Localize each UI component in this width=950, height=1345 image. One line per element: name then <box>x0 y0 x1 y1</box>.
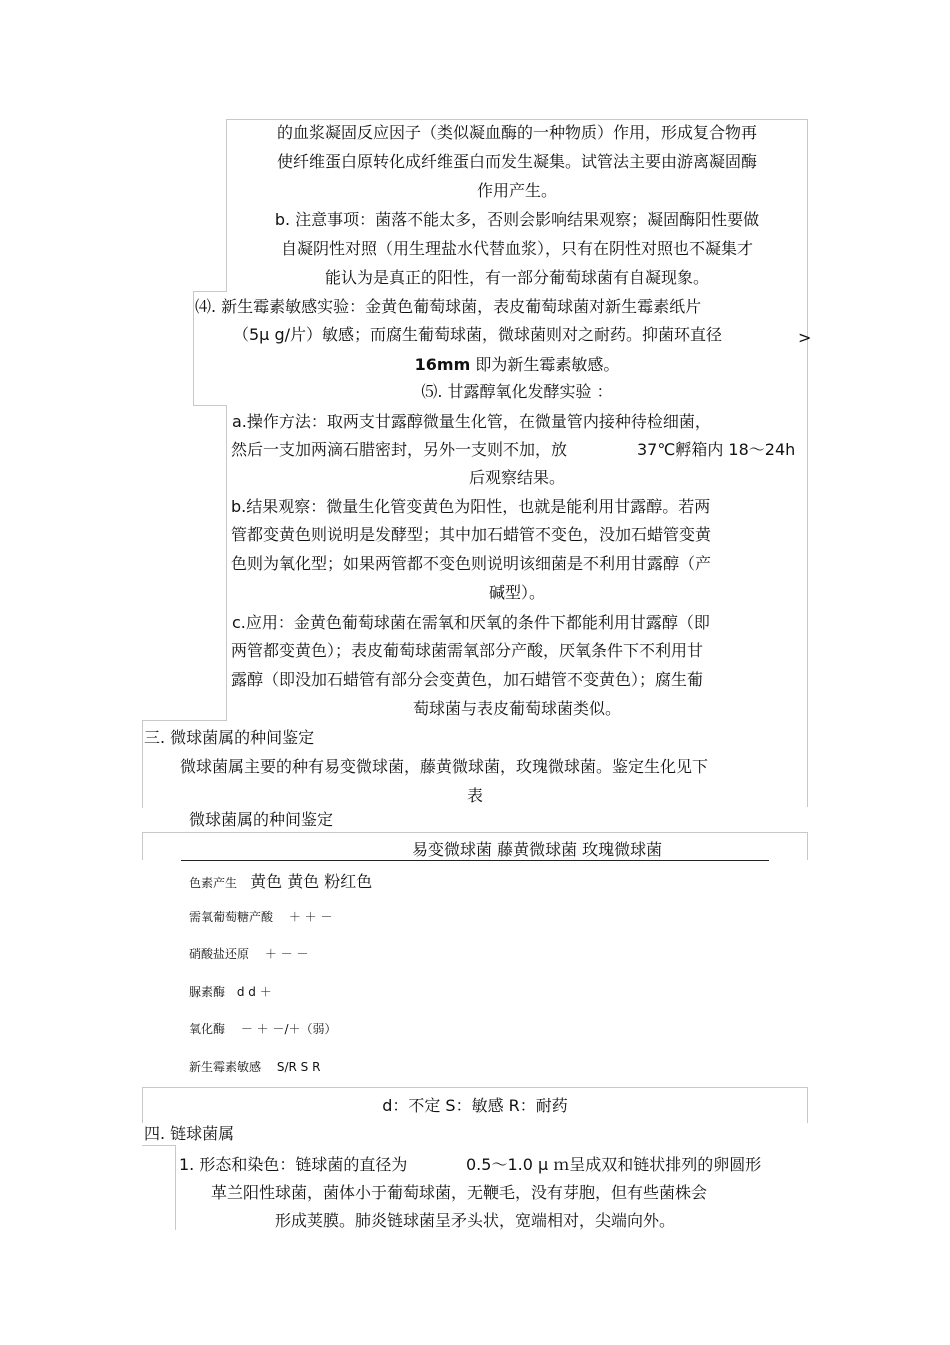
legend-box-top <box>142 1087 808 1088</box>
table-legend: d：不定 S：敏感 R：耐药 <box>382 1096 568 1115</box>
table-header: 易变微球菌 藤黄微球菌 玫瑰微球菌 <box>412 840 663 859</box>
para1-line3: 作用产生。 <box>476 181 557 200</box>
para6-line2: 管都变黄色则说明是发酵型；其中加石蜡管不变色，没加石蜡管变黄 <box>231 525 712 544</box>
row-values: 黄色 黄色 粉红色 <box>250 872 373 891</box>
row-label: 氧化酶 <box>189 1022 226 1036</box>
table-row <box>189 872 372 892</box>
para3-gt-sign: > <box>798 328 812 347</box>
row-label: 需氧葡萄糖产酸 <box>189 910 274 924</box>
row-label: 新生霉素敏感 <box>189 1060 262 1074</box>
row-values: － ＋ －/＋（弱） <box>240 1022 337 1036</box>
para3-line3-rest: 即为新生霉素敏感。 <box>470 355 620 374</box>
table-row <box>189 984 272 1000</box>
table-box-top <box>142 832 808 833</box>
para7-line1: c.应用：金黄色葡萄球菌在需氧和厌氧的条件下都能利用甘露醇（即 <box>232 613 710 632</box>
row-label: 色素产生 <box>189 876 238 890</box>
row-label: 脲素酶 <box>189 985 226 999</box>
table-box-right <box>807 832 808 860</box>
para5-line3: 后观察结果。 <box>468 468 565 487</box>
para1-line1: 的血浆凝固反应因子（类似凝血酶的一种物质）作用，形成复合物再 <box>276 123 757 142</box>
para6-line4: 碱型）。 <box>488 583 545 602</box>
section3-heading: 三. 微球菌属的种间鉴定 <box>144 728 315 747</box>
row-values: ＋ ＋ － <box>288 910 333 924</box>
para3-line1: ⑷. 新生霉素敏感实验：金黄色葡萄球菌，表皮葡萄球菌对新生霉素纸片 <box>195 297 702 316</box>
frame-step2 <box>193 405 227 406</box>
para3-line2: （5μ g/片）敏感；而腐生葡萄球菌，微球菌则对之耐药。抑菌环直径 <box>233 325 722 344</box>
para5-line2a: 然后一支加两滴石腊密封，另外一支则不加，放 <box>231 440 568 459</box>
para2-line3: 能认为是真正的阳性，有一部分葡萄球菌有自凝现象。 <box>324 268 709 287</box>
table-caption: 微球菌属的种间鉴定 <box>189 810 334 829</box>
para3-line3 <box>226 355 808 375</box>
table-header-rule <box>181 860 769 861</box>
row-values: d d ＋ <box>236 985 272 999</box>
section3-line2: 表 <box>466 786 483 805</box>
row-values: ＋ － － <box>264 947 309 961</box>
para4-line1: ⑸. 甘露醇氧化发酵实验 ： <box>421 382 613 401</box>
frame-left-upper <box>226 119 227 291</box>
table-row <box>189 1021 337 1037</box>
section4-line1a: 1. 形态和染色：链球菌的直径为 <box>179 1155 408 1174</box>
section4-line3: 形成荚膜。肺炎链球菌呈矛头状，宽端相对，尖端向外。 <box>274 1211 675 1230</box>
frame-left-step1 <box>193 291 194 406</box>
para2-line2: 自凝阴性对照（用生理盐水代替血浆），只有在阴性对照也不凝集才 <box>280 239 753 258</box>
para5-line1: a.操作方法：取两支甘露醇微量生化管，在微量管内接种待检细菌， <box>232 412 711 431</box>
section4-line1b: 0.5～1.0 μ ｍ呈成双和链状排列的卵圆形 <box>466 1155 762 1174</box>
section3-line1: 微球菌属主要的种有易变微球菌，藤黄微球菌，玫瑰微球菌。鉴定生化见下 <box>180 757 709 776</box>
section4-line2: 革兰阳性球菌，菌体小于葡萄球菌，无鞭毛，没有芽胞，但有些菌株会 <box>211 1183 708 1202</box>
para6-line3: 色则为氧化型；如果两管都不变色则说明该细菌是不利用甘露醇（产 <box>231 554 712 573</box>
table-row <box>189 909 332 925</box>
frame-top <box>226 119 808 120</box>
section4-heading: 四. 链球菌属 <box>144 1124 235 1143</box>
para7-line2: 两管都变黄色）；表皮葡萄球菌需氧部分产酸，厌氧条件下不利用甘 <box>231 641 704 660</box>
para6-line1: b.结果观察：微量生化管变黄色为阳性，也就是能利用甘露醇。若两 <box>231 497 711 516</box>
para2-line1: b. 注意事项：菌落不能太多，否则会影响结果观察；凝固酶阳性要做 <box>274 210 760 229</box>
table-row <box>189 1059 320 1075</box>
table-row <box>189 946 308 962</box>
frame-step1 <box>193 291 227 292</box>
frame-step4 <box>142 1145 176 1146</box>
row-values: S/R S R <box>276 1060 321 1074</box>
para3-value-bold: 16mm <box>414 355 471 374</box>
para7-line4: 萄球菌与表皮葡萄球菌类似。 <box>412 699 621 718</box>
para5-line2b: 37℃孵箱内 18～24h <box>637 440 796 459</box>
frame-left-step2 <box>226 405 227 721</box>
para1-line2: 使纤维蛋白原转化成纤维蛋白而发生凝集。试管法主要由游离凝固酶 <box>276 152 757 171</box>
table-box-left <box>142 832 143 860</box>
para7-line3: 露醇（即没加石蜡管有部分会变黄色，加石蜡管不变黄色）；腐生葡 <box>231 670 704 689</box>
row-label: 硝酸盐还原 <box>189 947 250 961</box>
frame-step3 <box>142 720 227 721</box>
